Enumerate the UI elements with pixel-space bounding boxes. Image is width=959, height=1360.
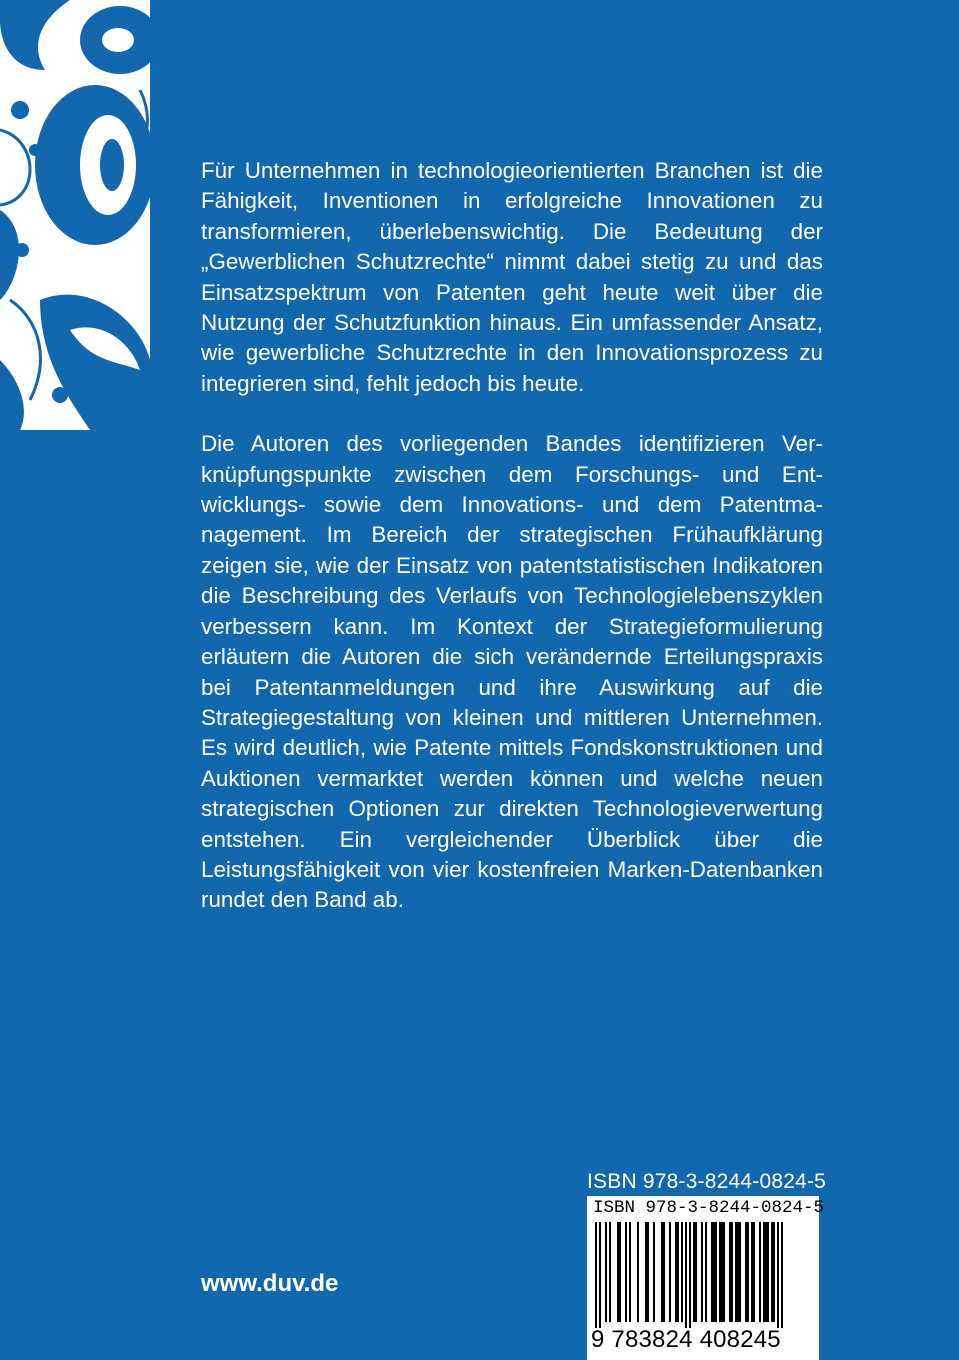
barcode-bars-icon xyxy=(593,1222,813,1328)
barcode-isbn-text: ISBN 978-3-8244-0824-5 xyxy=(593,1198,825,1218)
website-url: www.duv.de xyxy=(201,1270,339,1297)
blurb-paragraph-2: Die Autoren des vorliegenden Bandes identifizieren Verknüpfungspunkte zwischen dem Forschungs- und Entwicklungs- sowie dem Innovations- und dem Patentmanagement. Im Bereich der strategischen Frühaufklärung zeigen sie, wie der Einsatz von patentstatistischen Indikatoren die Beschreibung des Verlaufs von Technologielebenszyklen verbessern kann. Im Kontext der Strategieformulierung erläutern die Autoren die sich verändernde Erteilungspraxis bei Patentanmeldungen und ihre Auswirkung auf die Strategiegestaltung von kleinen und mittleren Unternehmen. Es wird deutlich, wie Patente mittels Fondskonstruktionen und Auktionen vermarktet werden können und welche neuen strategischen Optionen zur direkten Technologieverwertung entstehen. Ein vergleichender Überblick über die Leistungsfähigkeit von vier kostenfreien Marken-Datenbanken rundet den Band ab. xyxy=(201,431,823,913)
cover-photo xyxy=(0,0,150,430)
isbn-label: ISBN 978-3-8244-0824-5 xyxy=(587,1170,827,1193)
blurb-text xyxy=(201,156,823,916)
machine-part-photo-icon xyxy=(0,0,150,430)
barcode xyxy=(587,1196,825,1360)
barcode-digits: 9 783824 408245 xyxy=(591,1326,781,1353)
blurb-paragraph-1: Für Unternehmen in technologieorientierten Branchen ist die Fähigkeit, Inventionen in erfolgreiche Innovationen zu transformieren, überlebenswichtig. Die Bedeutung der „Gewerblichen Schutzrechte“ nimmt dabei stetig zu und das Einsatzspektrum von Patenten geht heute weit über die Nutzung der Schutzfunktion hinaus. Ein umfassender Ansatz, wie gewerbliche Schutzrechte in den Innovationsprozess zu integrieren sind, fehlt jedoch bis heute. xyxy=(201,158,823,396)
